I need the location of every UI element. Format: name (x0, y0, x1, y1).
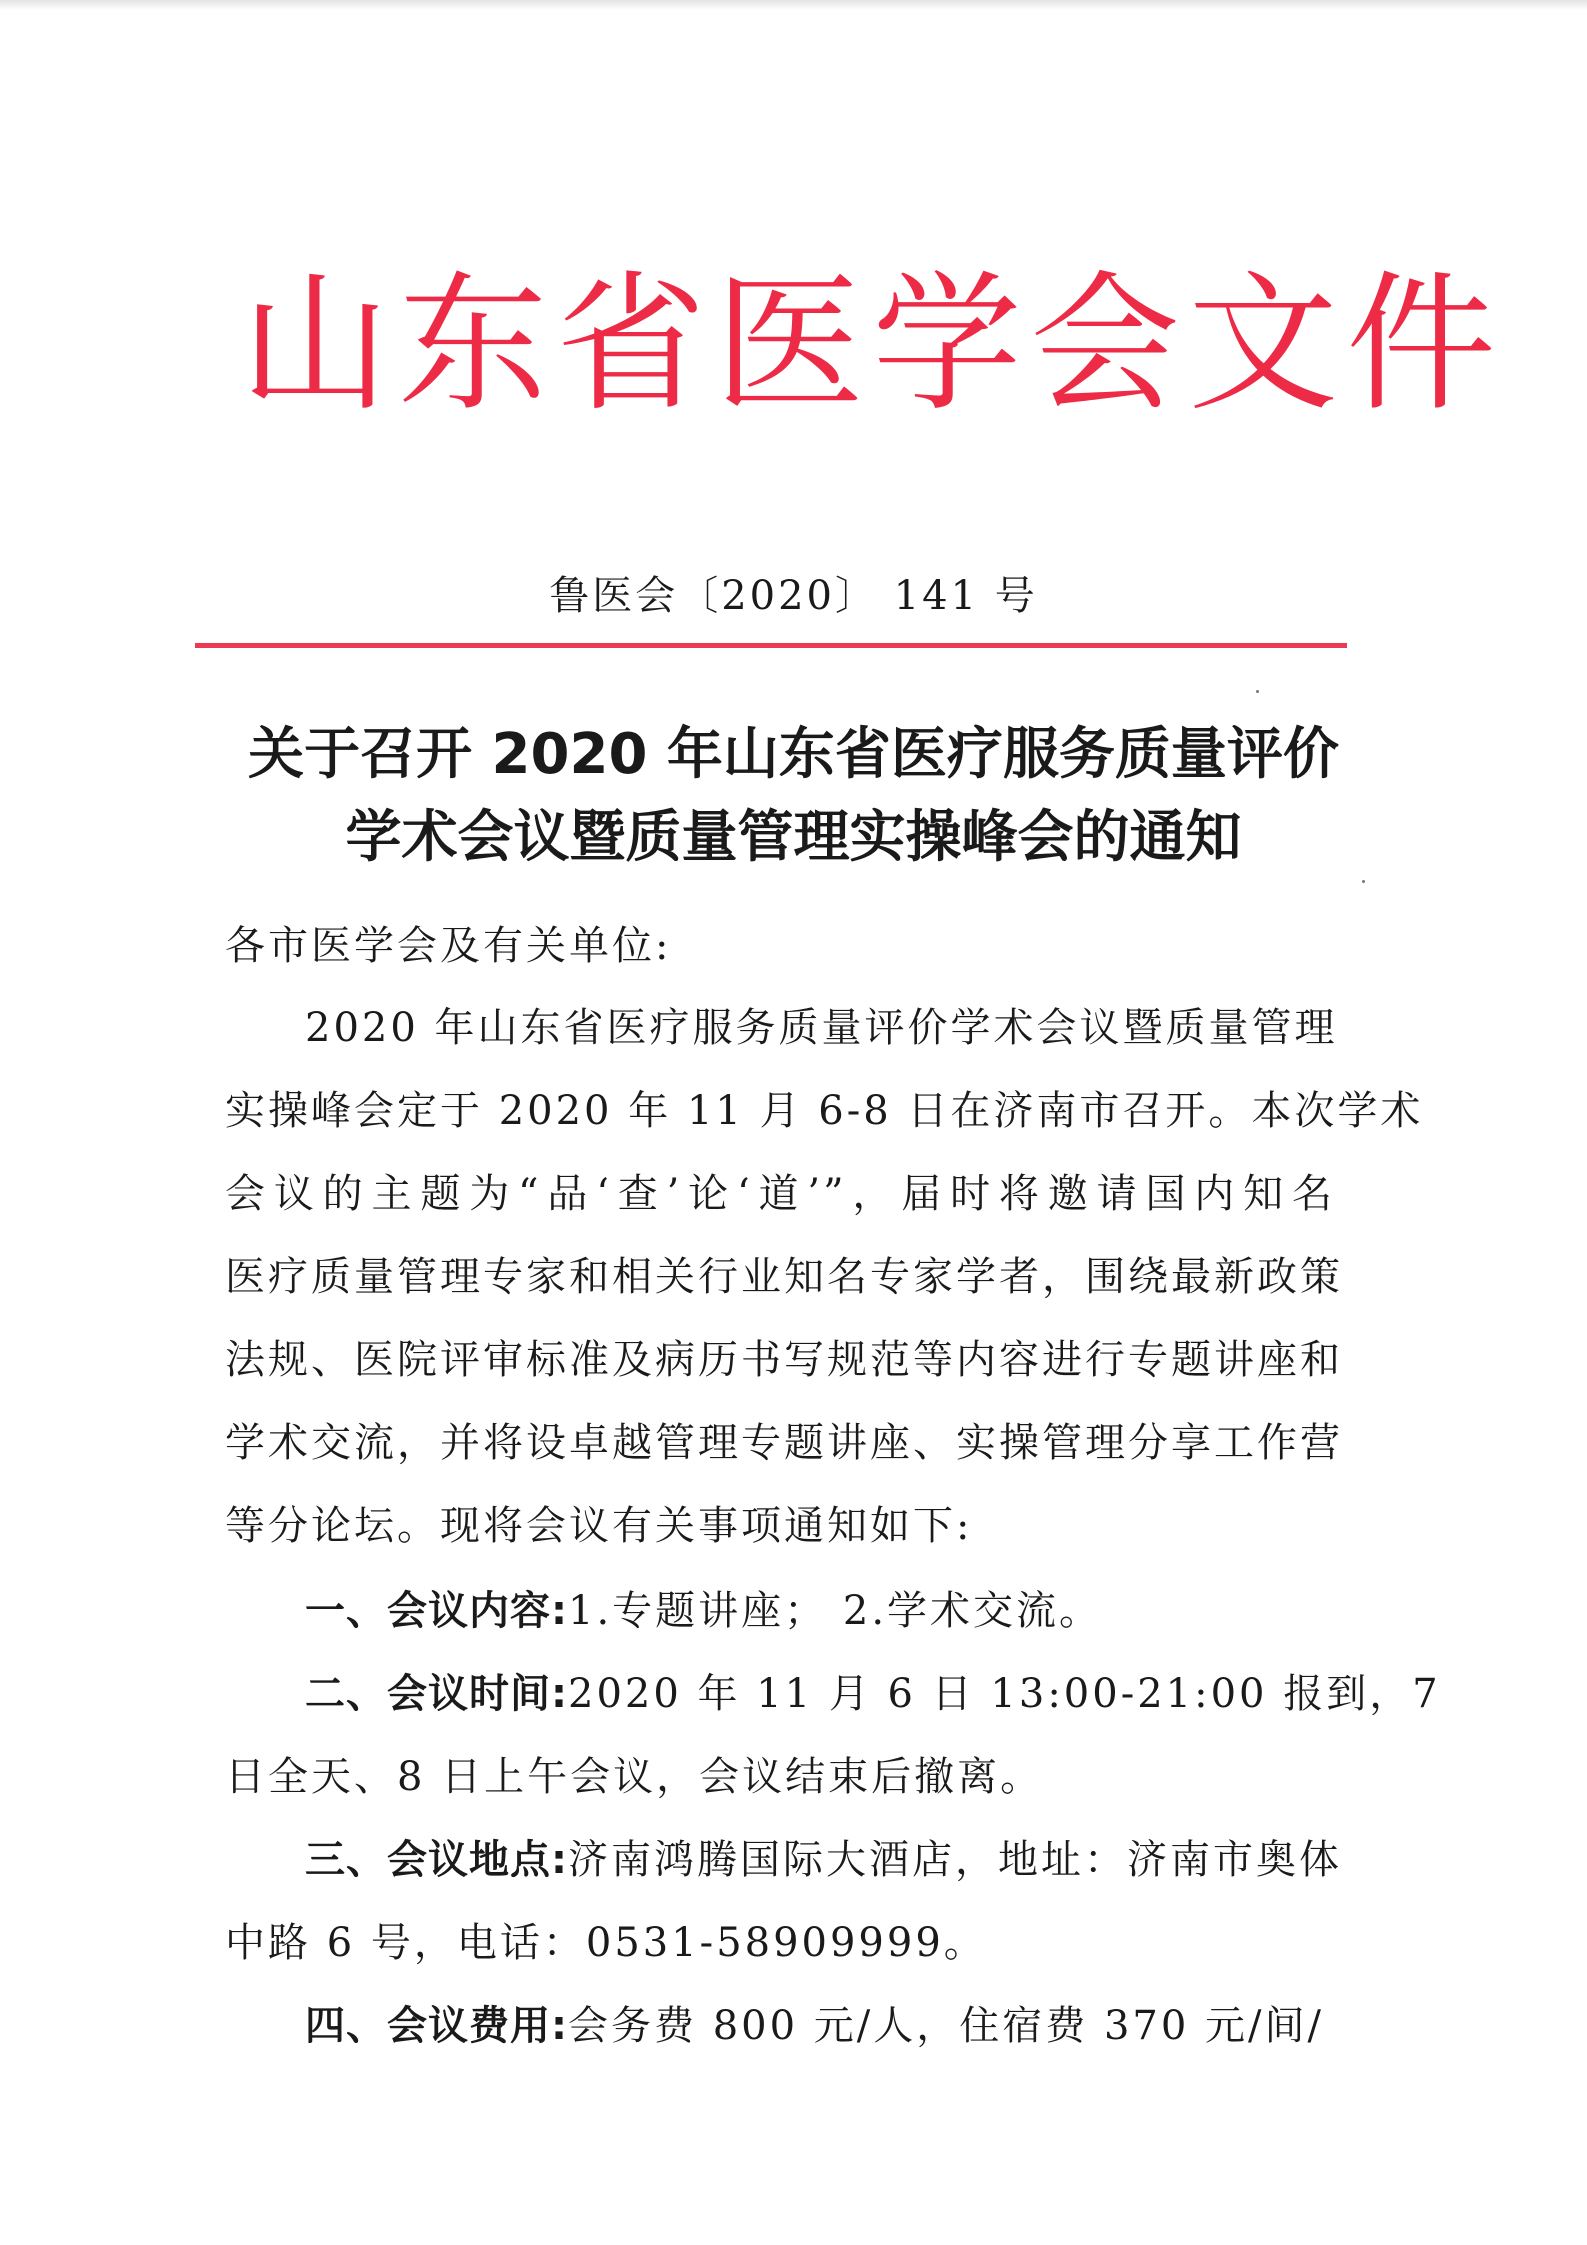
section-label: 四、会议费用: (305, 2003, 568, 2049)
section-text: 会务费 800 元/人，住宿费 370 元/间/ (568, 2003, 1324, 2049)
red-divider-rule (195, 643, 1347, 648)
section-text: 济南鸿腾国际大酒店，地址：济南市奥体 (568, 1837, 1342, 1883)
section-label: 一、会议内容: (305, 1588, 568, 1634)
intro-line: 学术交流，并将设卓越管理专题讲座、实操管理分享工作营 (225, 1420, 1343, 1466)
intro-line: 等分论坛。现将会议有关事项通知如下: (225, 1503, 973, 1549)
section-content (305, 1583, 1335, 1639)
scan-top-edge (0, 0, 1587, 10)
section-fees (305, 1998, 1335, 2054)
document-number: 鲁医会〔2020〕 141 号 (549, 573, 1038, 619)
salutation: 各市医学会及有关单位: (225, 923, 672, 969)
section-text: 1.专题讲座； 2.学术交流。 (568, 1588, 1103, 1634)
scan-speck (1256, 690, 1259, 693)
issuer-title: 山东省医学会文件 (240, 258, 1505, 432)
scan-speck (1362, 880, 1365, 883)
section-text-continued: 日全天、8 日上午会议，会议结束后撤离。 (225, 1754, 1044, 1800)
intro-line: 医疗质量管理专家和相关行业知名专家学者，围绕最新政策 (225, 1254, 1343, 1300)
section-location (305, 1832, 1342, 1888)
section-label: 二、会议时间: (305, 1671, 568, 1717)
intro-line: 2020 年山东省医疗服务质量评价学术会议暨质量管理 (305, 1005, 1338, 1051)
section-text: 2020 年 11 月 6 日 13:00-21:00 报到，7 (568, 1671, 1441, 1717)
notice-title-line-1: 关于召开 2020 年山东省医疗服务质量评价 (248, 722, 1339, 787)
section-text-continued: 中路 6 号，电话：0531-58909999。 (225, 1920, 987, 1966)
intro-line: 会议的主题为“品‘查’论‘道’”，届时将邀请国内知名 (225, 1171, 1335, 1217)
intro-line: 实操峰会定于 2020 年 11 月 6-8 日在济南市召开。本次学术 (225, 1088, 1424, 1134)
section-time (305, 1666, 1441, 1722)
section-label: 三、会议地点: (305, 1837, 568, 1883)
notice-title-line-2: 学术会议暨质量管理实操峰会的通知 (345, 805, 1242, 870)
intro-line: 法规、医院评审标准及病历书写规范等内容进行专题讲座和 (225, 1337, 1343, 1383)
